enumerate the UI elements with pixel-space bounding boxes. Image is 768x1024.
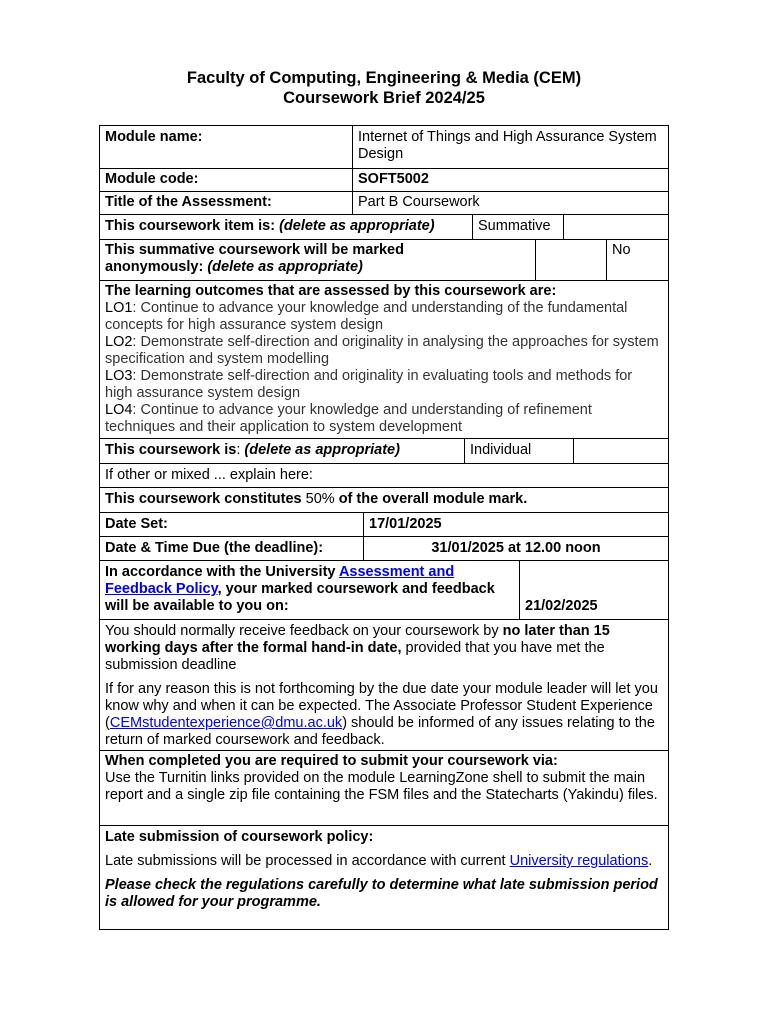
row-item-type (99, 214, 669, 239)
date-due-label: Date & Time Due (the deadline): (105, 540, 324, 556)
coursework-type-label: This coursework is (105, 442, 237, 458)
item-type-note: (delete as appropriate) (279, 218, 435, 234)
lo-text: : Demonstrate self-direction and originality in evaluating tools and methods for high assurance system design (105, 368, 633, 401)
document-title (0, 68, 768, 108)
coursework-type-blank-cell (573, 438, 669, 463)
feedback-date-label-cell (99, 560, 519, 619)
coursework-type-note: (delete as appropriate) (244, 442, 400, 458)
feedback-info-paragraph-1 (105, 623, 663, 674)
feedback-p2-a: If for any reason this is not forthcoming by the due date your module leader will let you know why and when it can be expected. The Associate Professor Student Experience ( (105, 681, 658, 731)
learning-outcomes-cell (99, 280, 669, 438)
weighting-prefix: This coursework constitutes (105, 491, 306, 507)
submission-heading: When completed you are required to submit your coursework via: (105, 753, 558, 769)
item-type-blank-cell (563, 214, 669, 239)
lo-code: LO2 (105, 334, 133, 350)
title-line-1: Faculty of Computing, Engineering & Media (CEM) (186, 69, 582, 87)
other-mixed-label: If other or mixed ... explain here: (105, 467, 313, 483)
row-date-set (99, 512, 669, 536)
row-assessment-title (99, 191, 669, 214)
anonymous-note: (delete as appropriate) (207, 259, 363, 275)
lo-code: LO3 (105, 368, 133, 384)
learning-outcome-item (105, 402, 663, 436)
university-regulations-link[interactable]: University regulations (509, 853, 649, 869)
feedback-p1-a: You should normally receive feedback on your coursework by (105, 623, 503, 639)
module-name-label: Module name: (105, 129, 203, 145)
date-set-value: 17/01/2025 (369, 516, 442, 532)
lo-text: : Continue to advance your knowledge and understanding of refinement techniques and their application to system development (105, 402, 592, 435)
item-type-label-cell (99, 214, 472, 239)
feedback-p2-b: ) should be informed of any issues relating to the return of marked coursework and feedback. (105, 715, 655, 748)
feedback-p1-b: no later than 15 working days after the formal hand-in date, (105, 623, 610, 656)
date-set-label: Date Set: (105, 516, 168, 532)
lo-code: LO1 (105, 300, 133, 316)
late-policy-heading: Late submission of coursework policy: (105, 829, 374, 845)
lo-text: : Continue to advance your knowledge and understanding of the fundamental concepts for high assurance system design (105, 300, 628, 333)
student-experience-email-link[interactable]: CEMstudentexperience@dmu.ac.uk (109, 715, 343, 731)
date-due-value: 31/01/2025 at 12.00 noon (431, 540, 601, 556)
title-line-2: Coursework Brief 2024/25 (283, 89, 485, 107)
coursework-type-value: Individual (470, 442, 532, 458)
submission-cell (99, 750, 669, 825)
module-code-label: Module code: (105, 171, 199, 187)
row-coursework-type (99, 438, 669, 463)
row-submission (99, 750, 669, 825)
coursework-type-label-cell (99, 438, 464, 463)
feedback-date-value: 21/02/2025 (525, 598, 598, 614)
learning-outcomes-heading: The learning outcomes that are assessed by this coursework are: (105, 283, 557, 299)
row-module-code (99, 168, 669, 191)
assessment-title-value: Part B Coursework (358, 194, 480, 210)
row-other-mixed (99, 463, 669, 487)
row-late-policy (99, 825, 669, 929)
feedback-p1-c: provided that you have met the submission deadline (105, 640, 605, 673)
weighting-cell (99, 487, 669, 512)
anonymous-label-line2: anonymously: (105, 259, 208, 275)
coursework-type-colon: : (236, 442, 245, 458)
row-feedback-info (99, 619, 669, 750)
late-policy-cell (99, 825, 669, 929)
item-type-value: Summative (478, 218, 551, 234)
anonymous-blank-cell (535, 239, 606, 280)
module-name-value: Internet of Things and High Assurance System Design (358, 129, 657, 162)
feedback-info-cell (99, 619, 669, 750)
row-weighting (99, 487, 669, 512)
anonymous-label-line1: This summative coursework will be marked (105, 242, 404, 258)
anonymous-label-cell (99, 239, 535, 280)
row-module-name (99, 125, 669, 168)
submission-text: Use the Turnitin links provided on the module LearningZone shell to submit the main report and a single zip file containing the FSM files and the Statecharts (Yakindu) files. (105, 770, 658, 803)
learning-outcome-item (105, 300, 663, 334)
learning-outcome-item (105, 368, 663, 402)
feedback-date-prefix: In accordance with the University (105, 564, 339, 580)
late-policy-paragraph (105, 853, 663, 870)
lo-code: LO4 (105, 402, 133, 418)
learning-outcome-item (105, 334, 663, 368)
lo-text: : Demonstrate self-direction and originality in analysing the approaches for system specification and system modelling (105, 334, 659, 367)
late-policy-warning: Please check the regulations carefully to determine what late submission period is allowed for your programme. (105, 877, 658, 910)
feedback-date-suffix: , your marked coursework and feedback will be available to you on: (105, 581, 495, 614)
weighting-percent: 50% (305, 491, 335, 507)
row-learning-outcomes (99, 280, 669, 438)
feedback-info-paragraph-2 (105, 681, 663, 749)
late-policy-text-a: Late submissions will be processed in accordance with current (105, 853, 510, 869)
row-anonymous (99, 239, 669, 280)
item-type-label: This coursework item is: (105, 218, 280, 234)
module-code-value: SOFT5002 (358, 171, 429, 187)
anonymous-value: No (612, 242, 631, 258)
assessment-title-label: Title of the Assessment: (105, 194, 272, 210)
assessment-feedback-policy-link[interactable]: Assessment and Feedback Policy (105, 564, 455, 597)
weighting-suffix: of the overall module mark. (334, 491, 528, 507)
row-feedback-date (99, 560, 669, 619)
row-date-due (99, 536, 669, 560)
late-policy-text-b: . (648, 853, 653, 869)
